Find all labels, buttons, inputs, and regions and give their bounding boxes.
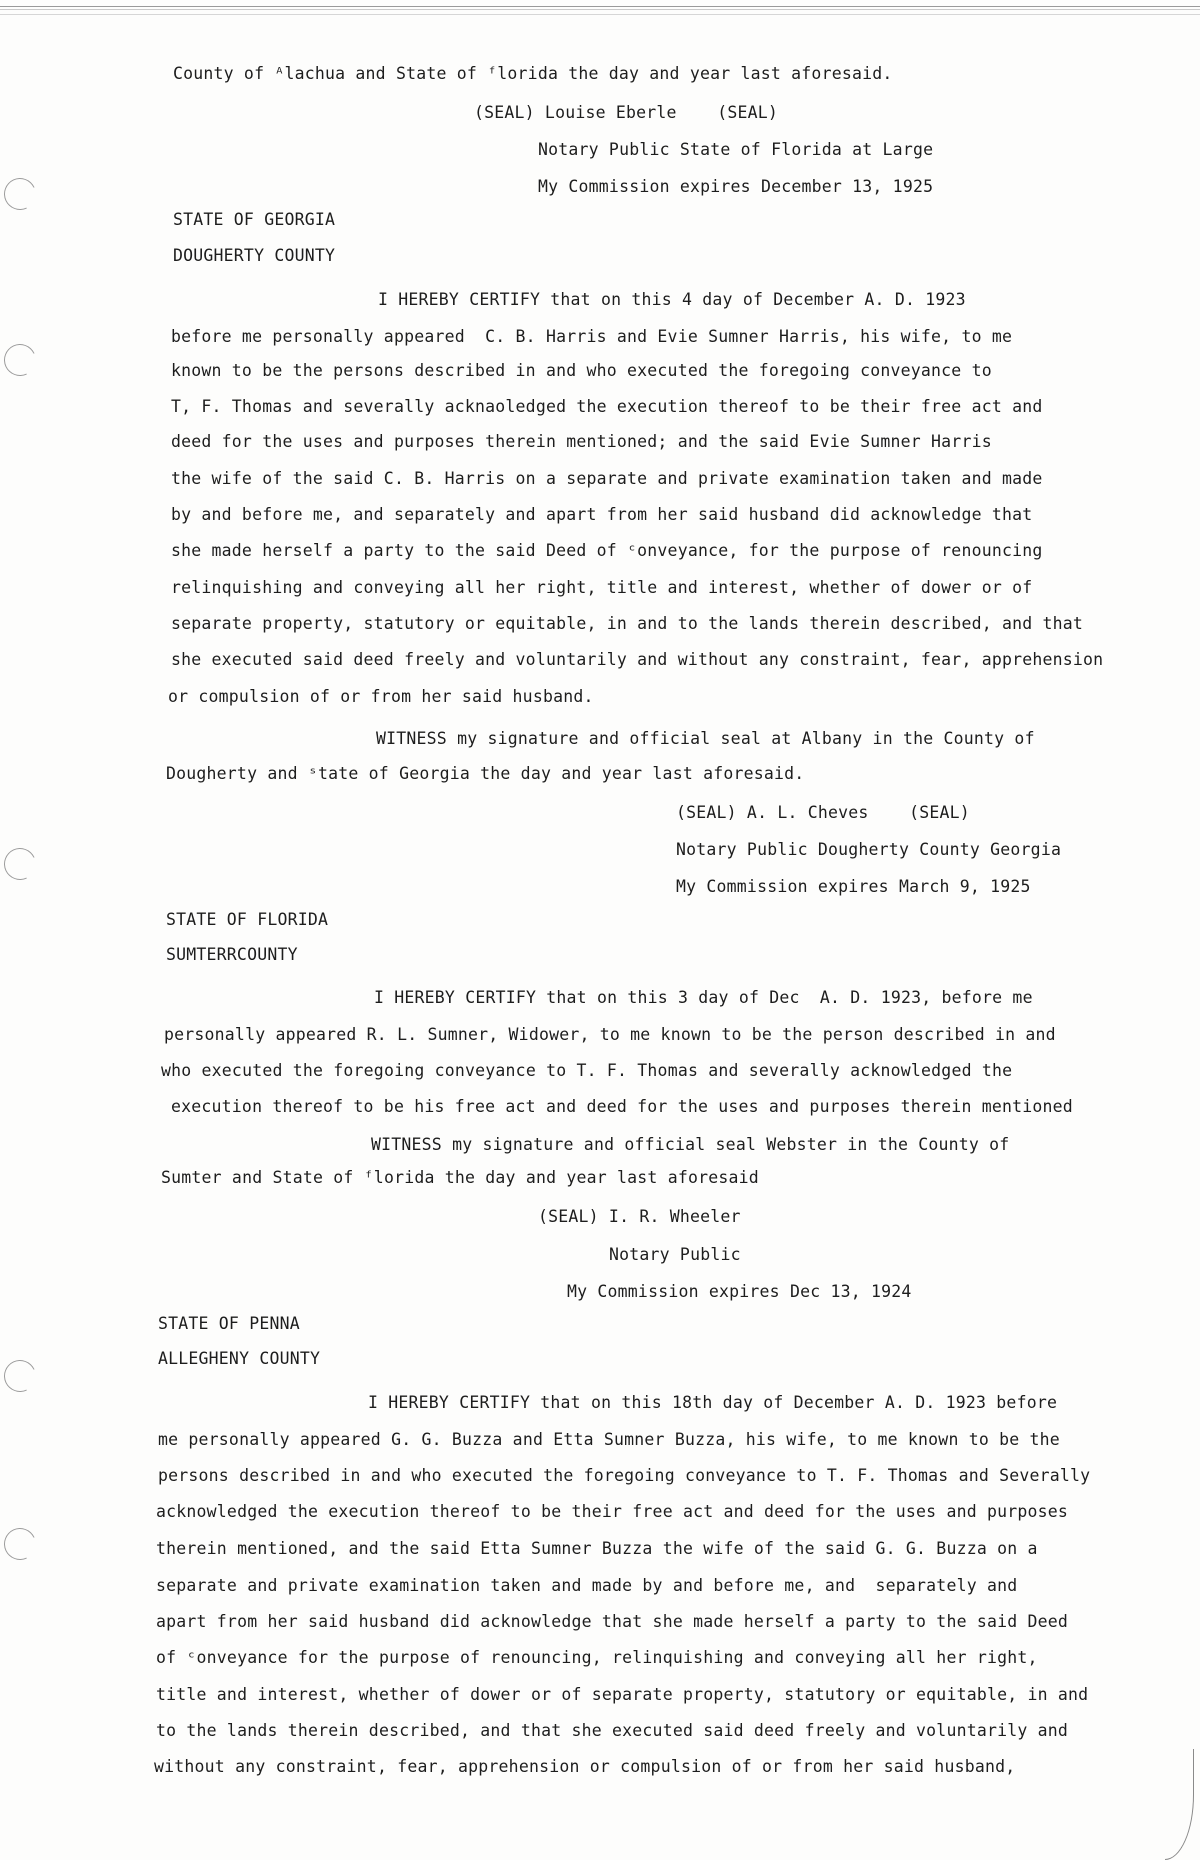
top-edge-rule <box>0 6 1200 10</box>
county-heading: SUMTERRCOUNTY <box>166 945 298 964</box>
punch-hole-icon <box>0 1523 41 1564</box>
top-edge-rule-secondary <box>0 14 1200 15</box>
text-line: separate property, statutory or equitable, in and to the lands therein described, and that <box>171 614 1084 633</box>
notary-title-line: Notary Public State of Florida at Large <box>538 140 934 159</box>
punch-hole-icon <box>0 1355 41 1396</box>
county-heading: DOUGHERTY COUNTY <box>173 246 336 265</box>
punch-hole-icon <box>0 173 41 214</box>
text-line: without any constraint, fear, apprehension or compulsion of or from her said husband, <box>154 1757 1016 1776</box>
punch-hole-icon <box>0 339 41 380</box>
text-line: known to be the persons described in and who executed the foregoing conveyance to <box>171 361 992 380</box>
text-line: I HEREBY CERTIFY that on this 3 day of Dec A. D. 1923, before me <box>374 988 1033 1007</box>
state-heading: STATE OF PENNA <box>158 1314 300 1333</box>
state-heading: STATE OF GEORGIA <box>173 210 336 229</box>
text-line: Dougherty and ˢtate of Georgia the day and year last aforesaid. <box>166 764 805 783</box>
county-heading: ALLEGHENY COUNTY <box>158 1349 321 1368</box>
notary-seal-line: (SEAL) A. L. Cheves (SEAL) <box>676 803 970 822</box>
commission-expiry-line: My Commission expires December 13, 1925 <box>538 177 934 196</box>
text-line: personally appeared R. L. Sumner, Widower, to me known to be the person described in and <box>164 1025 1056 1044</box>
text-line: Sumter and State of ᶠlorida the day and year last aforesaid <box>161 1168 759 1187</box>
text-line: or compulsion of or from her said husband. <box>168 687 594 706</box>
text-line: she made herself a party to the said Deed of ᶜonveyance, for the purpose of renouncing <box>171 541 1043 560</box>
punch-hole-icon <box>0 843 41 884</box>
text-line: therein mentioned, and the said Etta Sumner Buzza the wife of the said G. G. Buzza on a <box>156 1539 1038 1558</box>
text-line: acknowledged the execution thereof to be their free act and deed for the uses and purposes <box>156 1502 1069 1521</box>
text-line: the wife of the said C. B. Harris on a separate and private examination taken and made <box>171 469 1043 488</box>
commission-expiry-line: My Commission expires March 9, 1925 <box>676 877 1031 896</box>
text-line: of ᶜonveyance for the purpose of renouncing, relinquishing and conveying all her right, <box>156 1648 1038 1667</box>
text-line: WITNESS my signature and official seal at Albany in the County of <box>376 729 1035 748</box>
notary-seal-line: (SEAL) I. R. Wheeler <box>538 1207 741 1226</box>
text-line: apart from her said husband did acknowledge that she made herself a party to the said Deed <box>156 1612 1069 1631</box>
notary-seal-line: (SEAL) Louise Eberle (SEAL) <box>474 103 779 122</box>
text-line: persons described in and who executed the foregoing conveyance to T. F. Thomas and Severally <box>158 1466 1091 1485</box>
page-corner-curl <box>1165 1749 1194 1860</box>
notary-title-line: Notary Public <box>609 1245 741 1264</box>
text-line: execution thereof to be his free act and deed for the uses and purposes therein mentioned <box>171 1097 1073 1116</box>
text-line: T, F. Thomas and severally acknaoledged the execution thereof to be their free act and <box>171 397 1043 416</box>
text-line: County of ᴬlachua and State of ᶠlorida the day and year last aforesaid. <box>173 64 893 83</box>
text-line: who executed the foregoing conveyance to T. F. Thomas and severally acknowledged the <box>161 1061 1013 1080</box>
notary-title-line: Notary Public Dougherty County Georgia <box>676 840 1062 859</box>
text-line: she executed said deed freely and voluntarily and without any constraint, fear, apprehension <box>171 650 1104 669</box>
text-line: separate and private examination taken and made by and before me, and separately and <box>156 1576 1018 1595</box>
text-line: to the lands therein described, and that she executed said deed freely and voluntarily and <box>156 1721 1069 1740</box>
text-line: me personally appeared G. G. Buzza and Etta Sumner Buzza, his wife, to me known to be the <box>158 1430 1060 1449</box>
text-line: WITNESS my signature and official seal Webster in the County of <box>371 1135 1010 1154</box>
text-line: relinquishing and conveying all her right, title and interest, whether of dower or of <box>171 578 1033 597</box>
text-line: I HEREBY CERTIFY that on this 4 day of December A. D. 1923 <box>378 290 966 309</box>
text-line: deed for the uses and purposes therein mentioned; and the said Evie Sumner Harris <box>171 432 992 451</box>
text-line: by and before me, and separately and apart from her said husband did acknowledge that <box>171 505 1033 524</box>
text-line: before me personally appeared C. B. Harris and Evie Sumner Harris, his wife, to me <box>171 327 1013 346</box>
commission-expiry-line: My Commission expires Dec 13, 1924 <box>567 1282 912 1301</box>
text-line: title and interest, whether of dower or of separate property, statutory or equitable, in and <box>156 1685 1089 1704</box>
state-heading: STATE OF FLORIDA <box>166 910 329 929</box>
text-line: I HEREBY CERTIFY that on this 18th day of December A. D. 1923 before <box>368 1393 1058 1412</box>
